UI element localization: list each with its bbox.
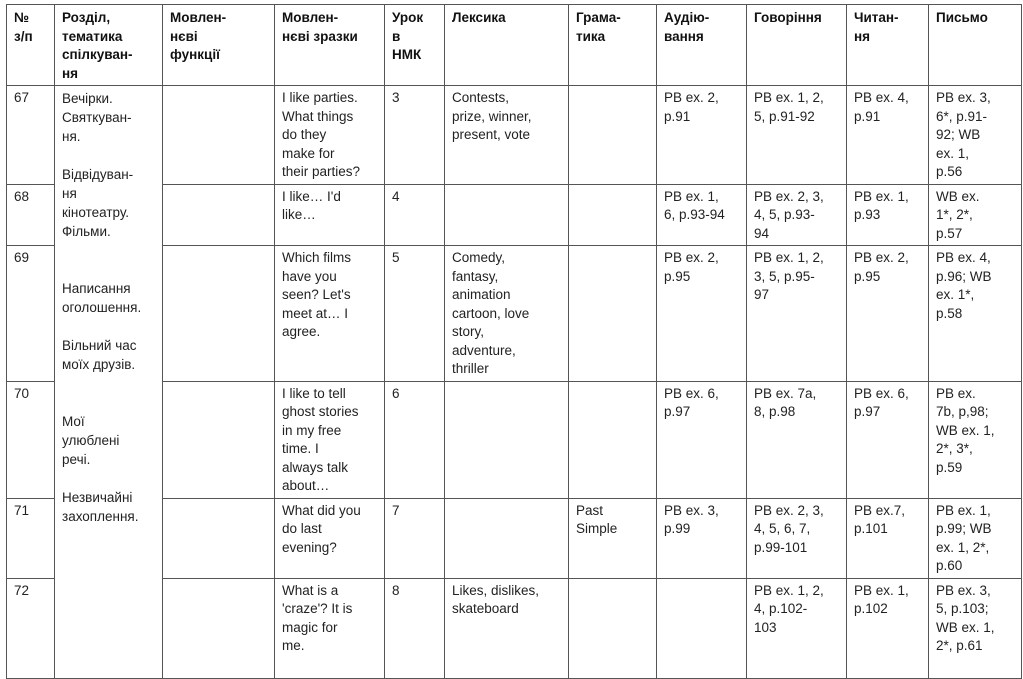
cell-reading: PB ex. 2, p.95 xyxy=(847,246,929,382)
cell-listening: PB ex. 6, p.97 xyxy=(657,381,747,498)
cell-reading: PB ex. 4, p.91 xyxy=(847,86,929,185)
header-patterns: Мовлен- нєві зразки xyxy=(275,5,385,86)
cell-vocab: Likes, dislikes, skateboard xyxy=(445,578,569,678)
cell-num: 70 xyxy=(7,381,55,498)
cell-reading: PB ex. 1, p.93 xyxy=(847,184,929,246)
cell-listening: PB ex. 2, p.95 xyxy=(657,246,747,382)
cell-speaking: PB ex. 1, 2, 3, 5, p.95- 97 xyxy=(747,246,847,382)
cell-grammar xyxy=(569,86,657,185)
cell-speaking: PB ex. 2, 3, 4, 5, 6, 7, p.99-101 xyxy=(747,498,847,578)
cell-lesson: 3 xyxy=(385,86,445,185)
cell-listening: PB ex. 2, p.91 xyxy=(657,86,747,185)
cell-grammar xyxy=(569,184,657,246)
curriculum-table-wrapper xyxy=(6,4,1022,679)
cell-grammar: Past Simple xyxy=(569,498,657,578)
header-functions: Мовлен- нєві функції xyxy=(163,5,275,86)
cell-functions xyxy=(163,184,275,246)
cell-patterns: I like… I'd like… xyxy=(275,184,385,246)
cell-reading: PB ex. 1, p.102 xyxy=(847,578,929,678)
cell-grammar xyxy=(569,246,657,382)
cell-functions xyxy=(163,578,275,678)
cell-num: 68 xyxy=(7,184,55,246)
header-section: Розділ, тематика спілкуван- ня xyxy=(55,5,163,86)
cell-patterns: I like to tell ghost stories in my free time. I always talk about… xyxy=(275,381,385,498)
cell-speaking: PB ex. 2, 3, 4, 5, p.93- 94 xyxy=(747,184,847,246)
curriculum-table xyxy=(6,4,1022,679)
header-writing: Письмо xyxy=(929,5,1022,86)
cell-writing: PB ex. 7b, p,98; WB ex. 1, 2*, 3*, p.59 xyxy=(929,381,1022,498)
cell-lesson: 8 xyxy=(385,578,445,678)
cell-reading: PB ex.7, p.101 xyxy=(847,498,929,578)
header-reading: Читан- ня xyxy=(847,5,929,86)
cell-grammar xyxy=(569,381,657,498)
header-vocab: Лексика xyxy=(445,5,569,86)
cell-functions xyxy=(163,498,275,578)
cell-num: 67 xyxy=(7,86,55,185)
cell-lesson: 4 xyxy=(385,184,445,246)
cell-lesson: 5 xyxy=(385,246,445,382)
cell-functions xyxy=(163,381,275,498)
cell-listening xyxy=(657,578,747,678)
cell-speaking: PB ex. 1, 2, 5, p.91-92 xyxy=(747,86,847,185)
cell-num: 69 xyxy=(7,246,55,382)
header-speaking: Говоріння xyxy=(747,5,847,86)
cell-listening: PB ex. 1, 6, p.93-94 xyxy=(657,184,747,246)
cell-vocab xyxy=(445,498,569,578)
cell-patterns: I like parties. What things do they make for their parties? xyxy=(275,86,385,185)
cell-functions xyxy=(163,86,275,185)
cell-patterns: Which films have you seen? Let's meet at… I agree. xyxy=(275,246,385,382)
header-lesson: Урок в НМК xyxy=(385,5,445,86)
cell-grammar xyxy=(569,578,657,678)
header-listening: Аудію- вання xyxy=(657,5,747,86)
cell-writing: WB ex. 1*, 2*, p.57 xyxy=(929,184,1022,246)
cell-vocab: Contests, prize, winner, present, vote xyxy=(445,86,569,185)
cell-lesson: 7 xyxy=(385,498,445,578)
cell-lesson: 6 xyxy=(385,381,445,498)
header-num: № з/п xyxy=(7,5,55,86)
cell-reading: PB ex. 6, p.97 xyxy=(847,381,929,498)
cell-patterns: What is a 'craze'? It is magic for me. xyxy=(275,578,385,678)
header-grammar: Грама- тика xyxy=(569,5,657,86)
cell-num: 72 xyxy=(7,578,55,678)
cell-num: 71 xyxy=(7,498,55,578)
cell-speaking: PB ex. 7a, 8, p.98 xyxy=(747,381,847,498)
cell-patterns: What did you do last evening? xyxy=(275,498,385,578)
cell-writing: PB ex. 1, p.99; WB ex. 1, 2*, p.60 xyxy=(929,498,1022,578)
cell-listening: PB ex. 3, p.99 xyxy=(657,498,747,578)
cell-writing: PB ex. 3, 5, p.103; WB ex. 1, 2*, p.61 xyxy=(929,578,1022,678)
cell-speaking: PB ex. 1, 2, 4, p.102- 103 xyxy=(747,578,847,678)
cell-writing: PB ex. 4, p.96; WB ex. 1*, p.58 xyxy=(929,246,1022,382)
table-row xyxy=(7,86,1022,185)
cell-functions xyxy=(163,246,275,382)
cell-vocab: Comedy, fantasy, animation cartoon, love story, adventure, thriller xyxy=(445,246,569,382)
cell-topics: Вечірки. Святкуван- ня. Відвідуван- ня кінотеатру. Фільми. Написання оголошення. Вільний час моїх друзів. Мої улюблені речі. Незвичайні захоплення. xyxy=(55,86,163,679)
header-row xyxy=(7,5,1022,86)
cell-vocab xyxy=(445,184,569,246)
cell-writing: PB ex. 3, 6*, p.91- 92; WB ex. 1, p.56 xyxy=(929,86,1022,185)
cell-vocab xyxy=(445,381,569,498)
